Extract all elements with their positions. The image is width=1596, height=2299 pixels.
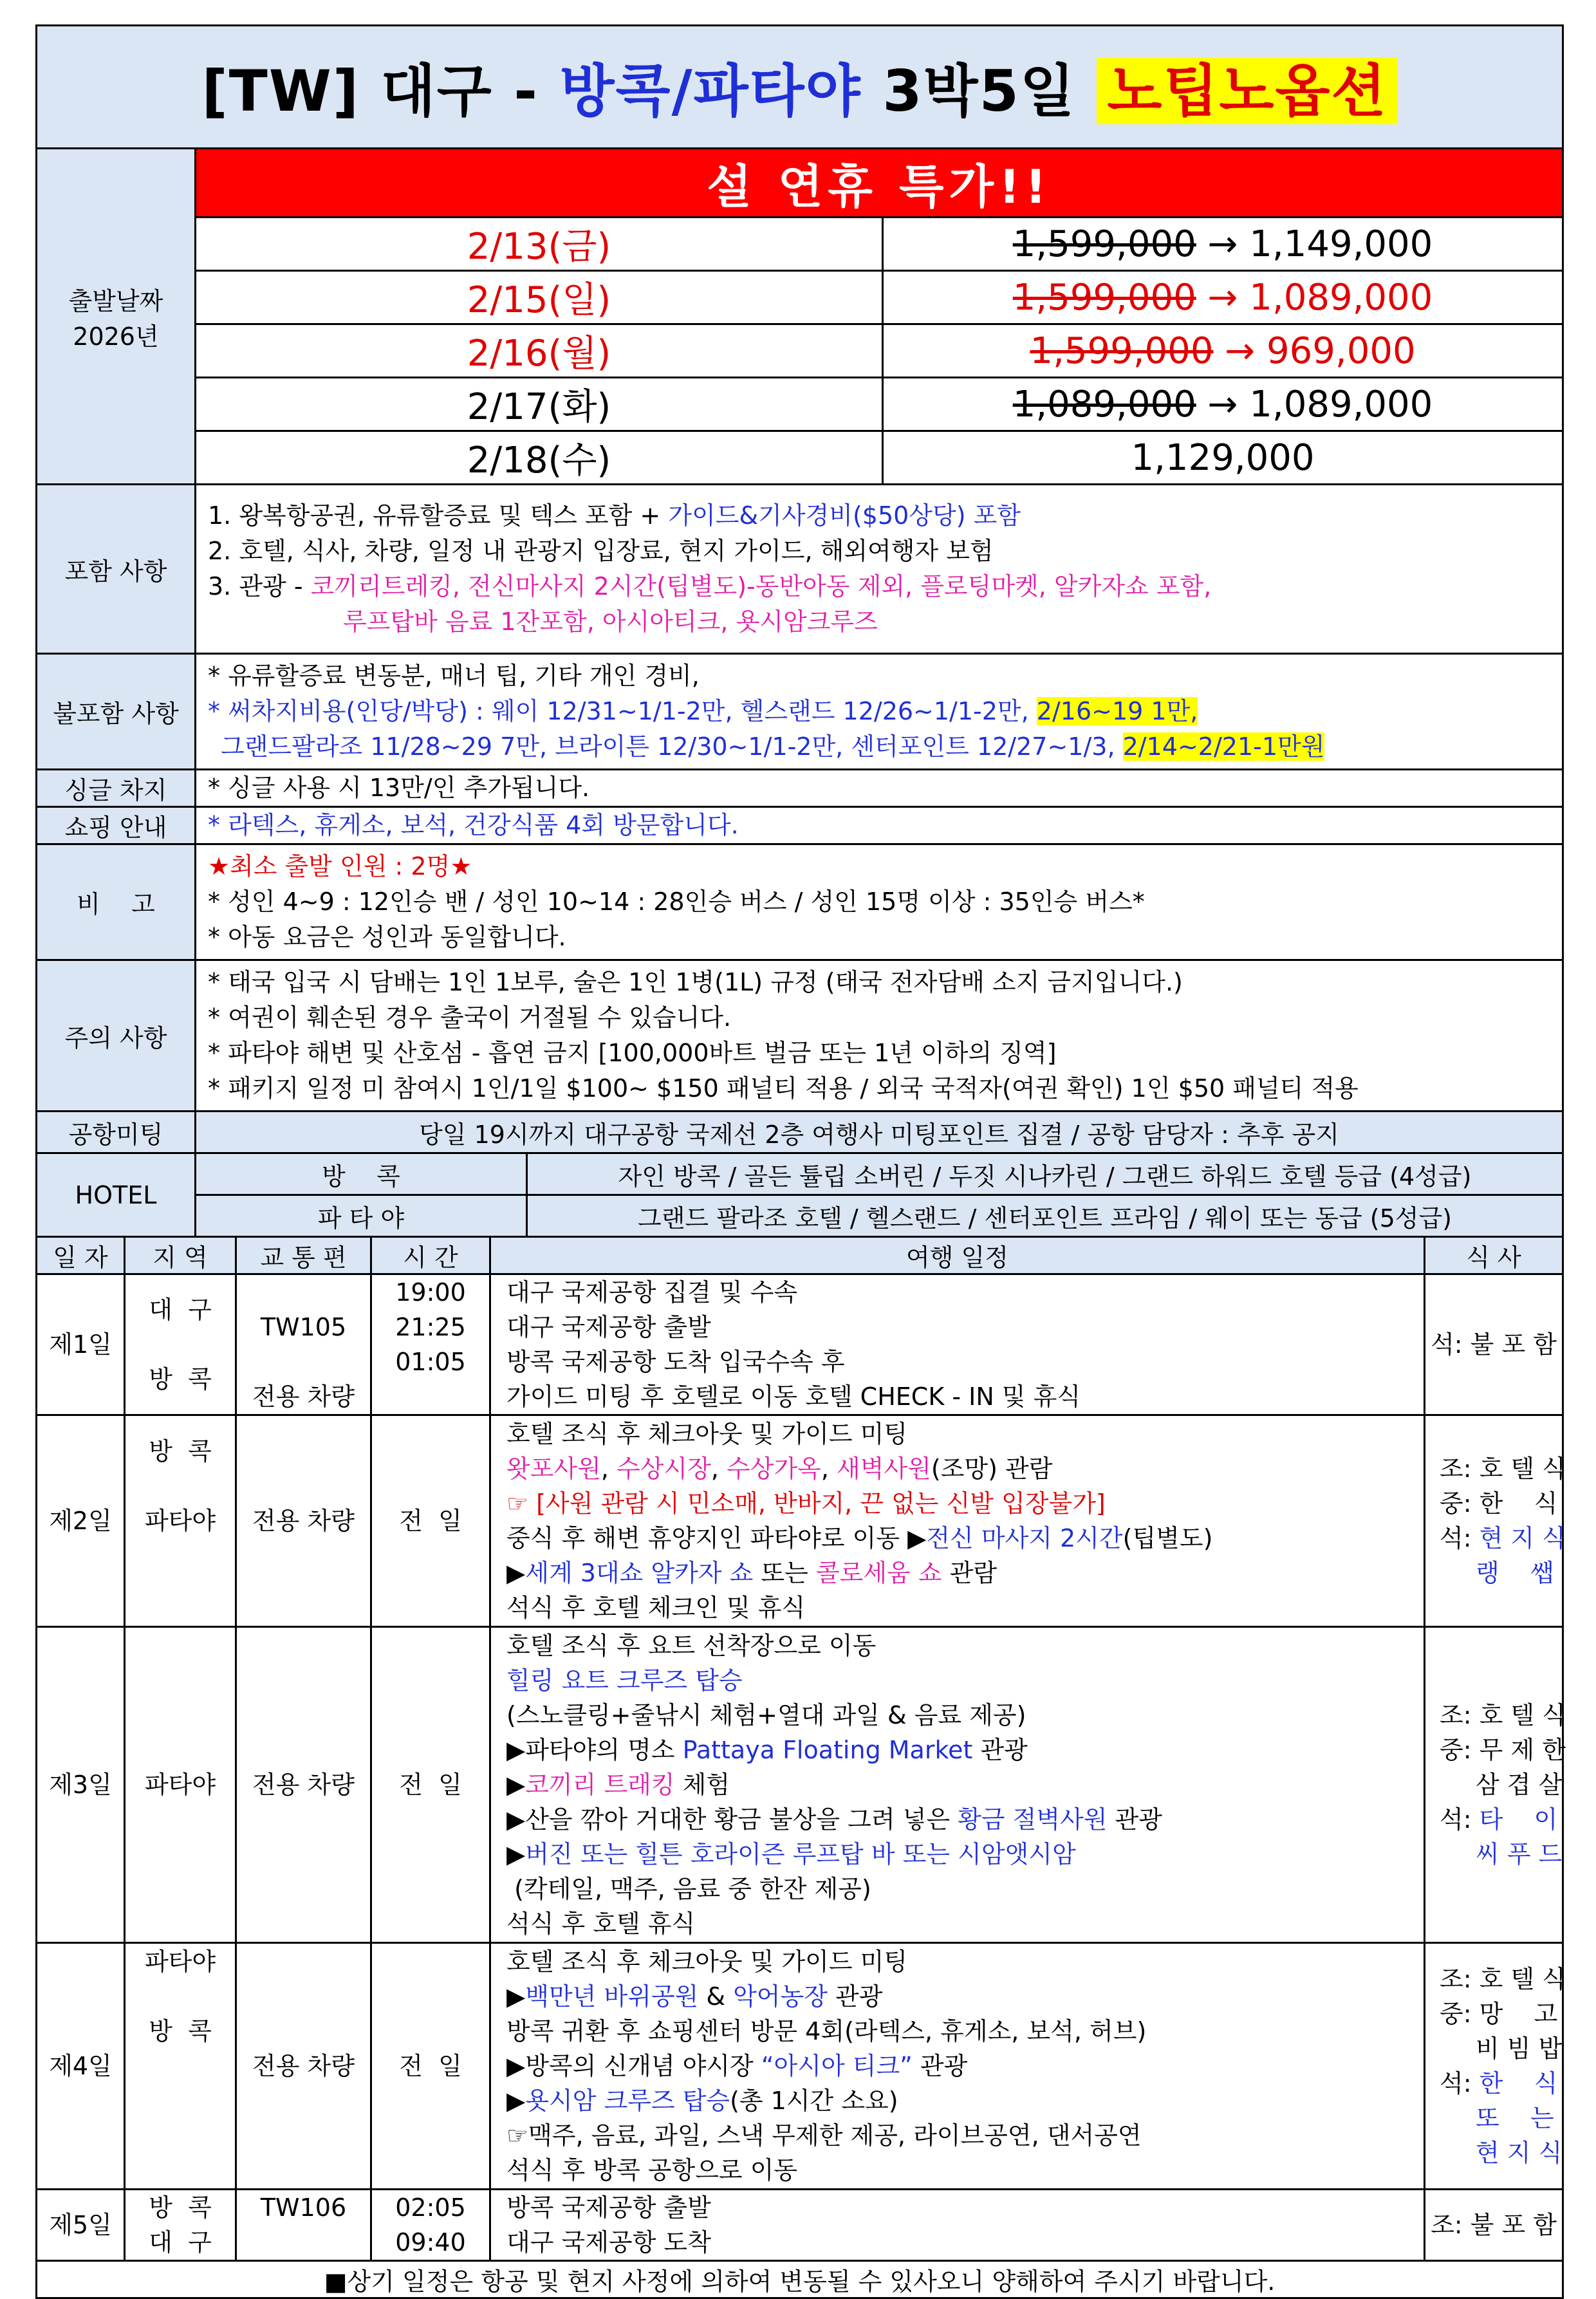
meeting-label: 공항미팅 <box>37 1112 196 1153</box>
hotel-city: 파 타 야 <box>196 1195 527 1237</box>
day-label: 제2일 <box>37 1415 125 1627</box>
single-content: * 싱글 사용 시 13만/인 추가됩니다. <box>196 770 1563 807</box>
meeting-content: 당일 19시까지 대구공항 국제선 2층 여행사 미팅포인트 집결 / 공항 담당자 : 추후 공지 <box>196 1112 1563 1153</box>
day-time: 전 일 <box>371 1627 490 1943</box>
hotel-city: 방 콕 <box>196 1153 527 1195</box>
day-label: 제4일 <box>37 1943 125 2190</box>
departure-date: 2/17(화) <box>196 378 883 431</box>
day-label: 제1일 <box>37 1274 125 1415</box>
header-region: 지 역 <box>125 1237 236 1274</box>
header-meals: 식 사 <box>1425 1237 1563 1274</box>
remarks-content: ★최소 출발 인원 : 2명★ * 성인 4~9 : 12인승 밴 / 성인 10~14 : 28인승 버스 / 성인 15명 이상 : 35인승 버스* * 아동 요금은 성인과 동일합니다. <box>196 844 1563 960</box>
day-time: 02:05 09:40 <box>371 2190 490 2261</box>
day-meals: 조: 불 포 함 <box>1425 2190 1563 2261</box>
day-row <box>37 1274 1563 1415</box>
caution-content: * 태국 입국 시 담배는 1인 1보루, 술은 1인 1병(1L) 규정 (태국 전자담배 소지 금지입니다.) * 여권이 훼손된 경우 출국이 거절될 수 있습니다. * 파타야 해변 및 산호섬 - 흡연 금지 [100,000바트 벌금 또는 1년 이하의 징역] * 패키지 일정 미 참여시 1인/1일 $100~ $150 패널티 적용 / 외국 국적자(여권 확인) 1인 $50 패널티 적용 <box>196 960 1563 1112</box>
price-row <box>37 271 1563 324</box>
day-row <box>37 1943 1563 2190</box>
page-title <box>37 26 1563 149</box>
departure-date: 2/16(월) <box>196 324 883 378</box>
footer-note: ■상기 일정은 항공 및 현지 사정에 의하여 변동될 수 있사오니 양해하여 주시기 바랍니다. <box>37 2261 1563 2298</box>
day-meals: 조: 호 텔 식 중: 한 식 석: 현 지 식 랭 쌥 <box>1425 1415 1563 1627</box>
shopping-content: * 라텍스, 휴게소, 보석, 건강식품 4회 방문합니다. <box>196 807 1563 844</box>
header-day: 일 자 <box>37 1237 125 1274</box>
remarks-label: 비 고 <box>37 844 196 960</box>
day-region: 파타야 방 콕 <box>125 1943 236 2190</box>
day-itinerary: 호텔 조식 후 체크아웃 및 가이드 미팅 ▶백만년 바위공원 & 악어농장 관광 방콕 귀환 후 쇼핑센터 방문 4회(라텍스, 휴게소, 보석, 허브) ▶방콕의 신개념 야시장 “아시아 티크” 관광 ▶욧시암 크루즈 탑승(총 1시간 소요) ☞맥주, 음료, 과일, 스낵 무제한 제공, 라이브공연, 댄서공연 석식 후 방콕 공항으로 이동 <box>490 1943 1425 2190</box>
price-cell: 1,599,000 → 1,149,000 <box>883 218 1563 271</box>
header-time: 시 간 <box>371 1237 490 1274</box>
price-cell: 1,089,000 → 1,089,000 <box>883 378 1563 431</box>
departure-date: 2/15(일) <box>196 271 883 324</box>
hotel-list: 그랜드 팔라조 호텔 / 헬스랜드 / 센터포인트 프라임 / 웨이 또는 동급 (5성급) <box>527 1195 1563 1237</box>
title-duration: 3박5일 <box>861 58 1097 124</box>
schedule-table <box>35 1236 1564 2299</box>
included-content: 1. 왕복항공권, 유류할증료 및 텍스 포함 + 가이드&기사경비($50상당) 포함 2. 호텔, 식사, 차량, 일정 내 관광지 입장료, 현지 가이드, 해외여행자 보험 3. 관광 - 코끼리트레킹, 전신마사지 2시간(팁별도)-동반아동 제외, 플로팅마켓, 알카자쇼 포함, 루프탑바 음료 1잔포함, 아시아티크, 욧시암크루즈 <box>196 485 1563 654</box>
hotel-table <box>35 1152 1564 1238</box>
departure-label: 출발날짜 2026년 <box>37 149 196 485</box>
price-cell: 1,129,000 <box>883 431 1563 485</box>
title-route: 방콕/파타야 <box>559 58 862 124</box>
day-region: 대 구 방 콕 <box>125 1274 236 1415</box>
price-cell: 1,599,000 → 969,000 <box>883 324 1563 378</box>
day-time: 전 일 <box>371 1943 490 2190</box>
day-region: 파타야 <box>125 1627 236 1943</box>
day-transport: TW106 <box>236 2190 371 2261</box>
day-meals: 조: 호 텔 식 중: 무 제 한 삼 겹 살 석: 타 이 씨 푸 드 <box>1425 1627 1563 1943</box>
departure-date: 2/18(수) <box>196 431 883 485</box>
promo-banner: 설 연휴 특가!! <box>196 149 1563 218</box>
title-prefix: [TW] 대구 - <box>201 58 560 124</box>
day-meals: 조: 호 텔 식 중: 망 고 비 빔 밥 석: 한 식 또 는 현 지 식 <box>1425 1943 1563 2190</box>
day-transport: 전용 차량 <box>236 1415 371 1627</box>
day-itinerary: 호텔 조식 후 체크아웃 및 가이드 미팅 왓포사원, 수상시장, 수상가옥, 새벽사원(조망) 관람 ☞ [사원 관람 시 민소매, 반바지, 끈 없는 신발 입장불가] 중식 후 해변 휴양지인 파타야로 이동 ▶전신 마사지 2시간(팁별도) ▶세계 3대쇼 알카자 쇼 또는 콜로세움 쇼 관람 석식 후 호텔 체크인 및 휴식 <box>490 1415 1425 1627</box>
info-table <box>35 24 1564 1154</box>
day-row <box>37 2190 1563 2261</box>
tour-document <box>35 24 1566 2299</box>
day-label: 제5일 <box>37 2190 125 2261</box>
price-row <box>37 218 1563 271</box>
day-label: 제3일 <box>37 1627 125 1943</box>
day-row <box>37 1627 1563 1943</box>
day-meals: 석: 불 포 함 <box>1425 1274 1563 1415</box>
day-transport: TW105 전용 차량 <box>236 1274 371 1415</box>
price-cell: 1,599,000 → 1,089,000 <box>883 271 1563 324</box>
hotel-label: HOTEL <box>37 1153 196 1237</box>
header-transport: 교 통 편 <box>236 1237 371 1274</box>
caution-label: 주의 사항 <box>37 960 196 1112</box>
day-region: 방 콕 대 구 <box>125 2190 236 2261</box>
price-row <box>37 324 1563 378</box>
day-transport: 전용 차량 <box>236 1943 371 2190</box>
day-time: 19:00 21:25 01:05 <box>371 1274 490 1415</box>
hotel-list: 자인 방콕 / 골든 튤립 소버린 / 두짓 시나카린 / 그랜드 하워드 호텔 등급 (4성급) <box>527 1153 1563 1195</box>
price-row <box>37 378 1563 431</box>
excluded-content: * 유류할증료 변동분, 매너 팁, 기타 개인 경비, * 써차지비용(인당/박당) : 웨이 12/31~1/1-2만, 헬스랜드 12/26~1/1-2만, 2/16~19 1만, 그랜드팔라조 11/28~29 7만, 브라이튼 12/30~1/1-2만, 센터포인트 12/27~1/3, 2/14~2/21-1만원 <box>196 654 1563 770</box>
price-row <box>37 431 1563 485</box>
day-time: 전 일 <box>371 1415 490 1627</box>
day-itinerary: 호텔 조식 후 요트 선착장으로 이동 힐링 요트 크루즈 탑승 (스노클링+줄낚시 체험+열대 과일 & 음료 제공) ▶파타야의 명소 Pattaya Floating Market 관광 ▶코끼리 트래킹 체험 ▶산을 깎아 거대한 황금 불상을 그려 넣은 황금 절벽사원 관광 ▶버진 또는 힐튼 호라이즌 루프탑 바 또는 시암앳시암 (칵테일, 맥주, 음료 중 한잔 제공) 석식 후 호텔 휴식 <box>490 1627 1425 1943</box>
header-itinerary: 여행 일정 <box>490 1237 1425 1274</box>
departure-date: 2/13(금) <box>196 218 883 271</box>
title-highlight: 노팁노옵션 <box>1097 58 1397 124</box>
day-transport: 전용 차량 <box>236 1627 371 1943</box>
shopping-label: 쇼핑 안내 <box>37 807 196 844</box>
day-itinerary: 대구 국제공항 집결 및 수속 대구 국제공항 출발 방콕 국제공항 도착 입국수속 후 가이드 미팅 후 호텔로 이동 호텔 CHECK - IN 및 휴식 <box>490 1274 1425 1415</box>
included-label: 포함 사항 <box>37 485 196 654</box>
single-label: 싱글 차지 <box>37 770 196 807</box>
day-row <box>37 1415 1563 1627</box>
day-region: 방 콕 파타야 <box>125 1415 236 1627</box>
excluded-label: 불포함 사항 <box>37 654 196 770</box>
day-itinerary: 방콕 국제공항 출발 대구 국제공항 도착 <box>490 2190 1425 2261</box>
